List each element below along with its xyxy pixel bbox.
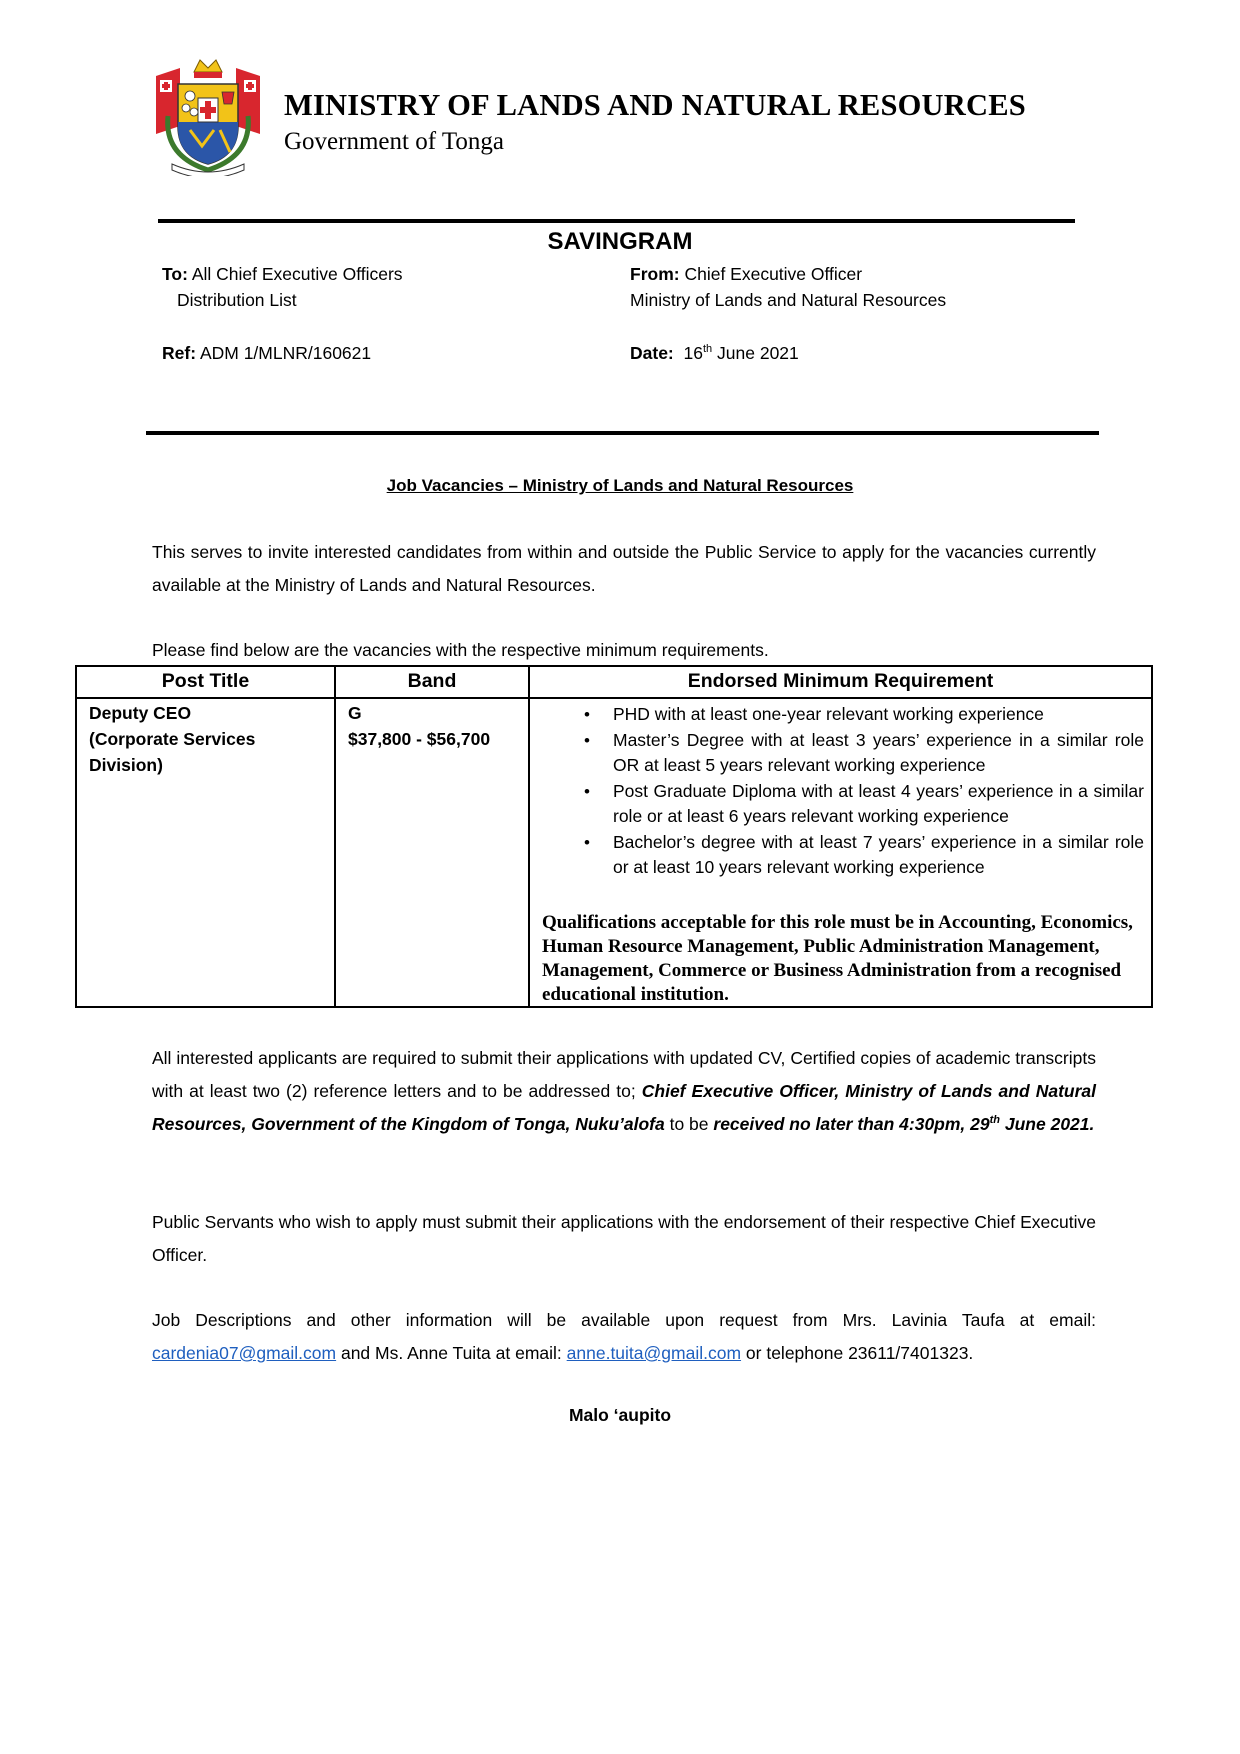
header-band: Band xyxy=(407,670,457,692)
from-field xyxy=(630,261,862,287)
ministry-name: MINISTRY OF LANDS AND NATURAL RESOURCES xyxy=(284,88,1026,122)
apply-text: to be xyxy=(664,1114,714,1134)
to-label: To: xyxy=(162,264,188,284)
email-link-1[interactable]: cardenia07@gmail.com xyxy=(152,1343,337,1363)
header-post-title: Post Title xyxy=(161,670,250,692)
requirement-item: • Bachelor’s degree with at least 7 years’ experience in a similar role or at least 10 years relevant working experience xyxy=(540,830,1144,881)
to-field xyxy=(162,261,403,287)
table-intro: Please find below are the vacancies with the respective minimum requirements. xyxy=(152,640,769,660)
post-title-line: (Corporate Services xyxy=(89,729,256,749)
to-value: All Chief Executive Officers xyxy=(191,264,403,284)
date-label: Date: xyxy=(630,343,674,363)
requirement-item: • Post Graduate Diploma with at least 4 years’ experience in a similar role or at least 6 years relevant working experience xyxy=(540,779,1144,830)
requirement-item: • Master’s Degree with at least 3 years’ experience in a similar role OR at least 5 years relevant working experience xyxy=(540,728,1144,779)
subject-heading: Job Vacancies – Ministry of Lands and Natural Resources xyxy=(386,476,854,495)
intro-paragraph: This serves to invite interested candidates from within and outside the Public Service to apply for the vacancies currently available at the Ministry of Lands and Natural Resources. xyxy=(152,542,1096,595)
post-title-cell xyxy=(89,700,319,778)
date-suffix: th xyxy=(702,343,713,355)
ref-label: Ref: xyxy=(162,343,197,363)
table-column-divider xyxy=(334,667,336,1006)
public-servants-paragraph: Public Servants who wish to apply must submit their applications with the endorsement of their respective Chief Executive Officer. xyxy=(152,1212,1096,1265)
from-value-2: Ministry of Lands and Natural Resources xyxy=(630,290,947,310)
application-instructions xyxy=(152,1042,1096,1141)
from-label: From: xyxy=(630,264,680,284)
date-rest: June 2021 xyxy=(717,343,799,363)
post-title-line: Division) xyxy=(89,755,163,775)
vacancy-table xyxy=(75,665,1153,1008)
addressee: Chief Executive Officer, Ministry of Lands and Natural Resources, Government of the Kingdom of Tonga, Nuku’alofa xyxy=(152,1081,1096,1134)
contact-text: and Ms. Anne Tuita at email: xyxy=(336,1343,567,1363)
deadline-suffix: th xyxy=(989,1114,1001,1126)
tonga-coat-of-arms-icon xyxy=(150,56,266,176)
contact-paragraph xyxy=(152,1304,1096,1370)
ref-value: ADM 1/MLNR/160621 xyxy=(199,343,372,363)
post-title-line: Deputy CEO xyxy=(89,703,192,723)
table-column-divider xyxy=(528,667,530,1006)
deadline-end: June 2021. xyxy=(1000,1114,1095,1134)
deadline: received no later than 4:30pm, 29 xyxy=(713,1114,990,1134)
table-header-divider xyxy=(77,697,1151,699)
contact-text: Job Descriptions and other information will be available upon request from Mrs. Lavinia Taufa at email: xyxy=(152,1310,1096,1330)
apply-text: All interested applicants are required to submit their applications with updated CV, Certified copies of academic transcripts with at least two (2) reference letters and to be addressed to; xyxy=(152,1048,1096,1101)
header-divider xyxy=(158,219,1075,223)
date-day: 16 xyxy=(683,343,703,363)
band-cell xyxy=(348,700,523,752)
closing-line: Malo ‘aupito xyxy=(568,1405,672,1425)
contact-text: or telephone 23611/7401323. xyxy=(741,1343,974,1363)
date-field xyxy=(630,340,799,366)
band-value: G xyxy=(348,703,362,723)
section-divider xyxy=(146,431,1099,435)
requirement-item: • PHD with at least one-year relevant working experience xyxy=(540,702,1144,728)
from-value: Chief Executive Officer xyxy=(684,264,863,284)
document-title: SAVINGRAM xyxy=(547,228,693,255)
government-name: Government of Tonga xyxy=(284,128,504,155)
header-requirement: Endorsed Minimum Requirement xyxy=(687,670,994,692)
ref-field xyxy=(162,340,371,366)
to-value-2: Distribution List xyxy=(177,290,297,310)
email-link-2[interactable]: anne.tuita@gmail.com xyxy=(566,1343,742,1363)
salary-range: $37,800 - $56,700 xyxy=(348,729,491,749)
requirement-list xyxy=(540,702,1144,881)
qualification-note: Qualifications acceptable for this role must be in Accounting, Economics, Human Resource Management, Public Administration Management, Management, Commerce or Business Administration from a recognised educational institution. xyxy=(542,912,1133,1005)
